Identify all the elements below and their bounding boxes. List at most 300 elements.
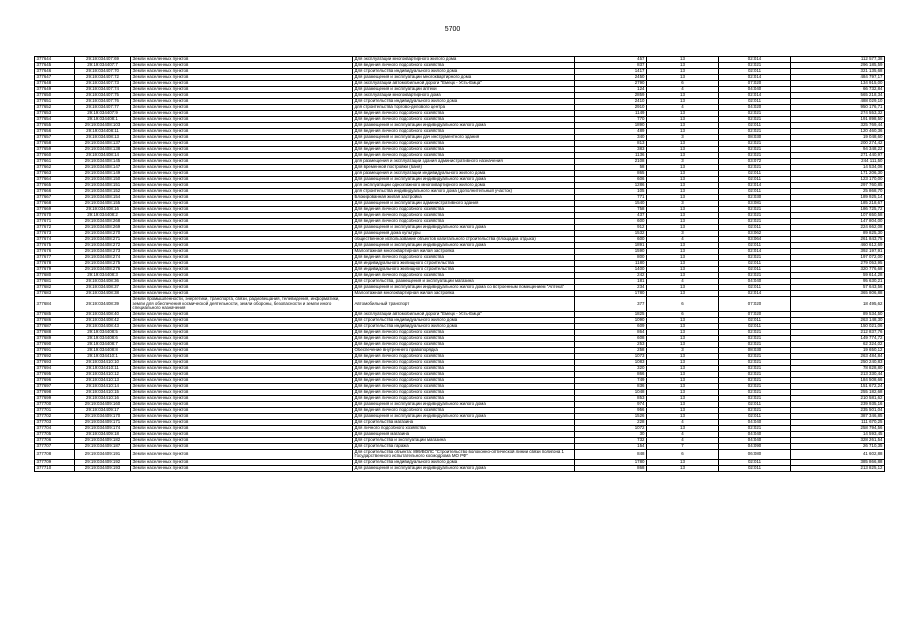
land-category-cell: Земли населенных пунктов — [131, 437, 353, 443]
row-number-cell: 377684 — [35, 297, 75, 312]
permitted-use-cell: Для размещения и эксплуатации административного здания — [353, 201, 575, 207]
use-code-cell: 02:021 — [719, 219, 791, 225]
permitted-use-cell: Для ведения личного подсобного хозяйства — [353, 371, 575, 377]
permitted-use-cell: Для ведения личного подсобного хозяйства — [353, 383, 575, 389]
area-cell: 1400 — [575, 267, 647, 273]
cadastral-value-cell: 296 185,59 — [791, 63, 885, 69]
use-code-cell: 02:014 — [719, 57, 791, 63]
row-number-cell: 377674 — [35, 237, 75, 243]
cadastral-value-cell: 950 176,71 — [791, 105, 885, 111]
row-number-cell: 377662 — [35, 165, 75, 171]
area-cell: 600 — [575, 237, 647, 243]
land-category-cell: Земли населенных пунктов — [131, 389, 353, 395]
cadastral-value-cell: 14 593,45 — [791, 431, 885, 437]
use-code-cell: 02:021 — [719, 153, 791, 159]
use-code-cell: 02:011 — [719, 261, 791, 267]
row-number-cell: 377649 — [35, 87, 75, 93]
use-code-cell: 02:011 — [719, 171, 791, 177]
group-code-cell: 13 — [647, 267, 719, 273]
land-category-cell: Земли населенных пунктов — [131, 93, 353, 99]
row-number-cell: 377709 — [35, 459, 75, 465]
land-category-cell: Земли населенных пунктов — [131, 255, 353, 261]
land-category-cell: Земли населенных пунктов — [131, 329, 353, 335]
row-number-cell: 377646 — [35, 69, 75, 75]
permitted-use-cell: Для размещения дома культуры — [353, 231, 575, 237]
cadastral-number-cell: 29:19:034408:137 — [75, 141, 131, 147]
area-cell: 253 — [575, 341, 647, 347]
cadastral-value-cell: 191 898,50 — [791, 117, 885, 123]
group-code-cell: 13 — [647, 359, 719, 365]
cadastral-number-cell: 29:19:034410:11 — [75, 365, 131, 371]
cadastral-value-cell: 186 725,72 — [791, 207, 885, 213]
group-code-cell: 13 — [647, 249, 719, 255]
area-cell: 606 — [575, 177, 647, 183]
area-cell: 489 — [575, 129, 647, 135]
permitted-use-cell: Для индивидуального жилищного строительства — [353, 267, 575, 273]
use-code-cell: 02:014 — [719, 249, 791, 255]
row-number-cell: 377664 — [35, 177, 75, 183]
row-number-cell: 377688 — [35, 329, 75, 335]
permitted-use-cell: для эксплуатации одноэтажного многоквартирного жилого дома — [353, 183, 575, 189]
use-code-cell: 02:021 — [719, 353, 791, 359]
permitted-use-cell: Для размещения и эксплуатации многоквартирного дома — [353, 75, 575, 81]
use-code-cell: 02:021 — [719, 129, 791, 135]
row-number-cell: 377704 — [35, 425, 75, 431]
cadastral-value-cell: 365 806,88 — [791, 291, 885, 297]
use-code-cell: 02:014 — [719, 183, 791, 189]
area-cell: 154 — [575, 443, 647, 449]
permitted-use-cell: Для ведения личного подсобного хозяйства — [353, 365, 575, 371]
cadastral-number-cell: 29:19:034408:138 — [75, 147, 131, 153]
table-row — [35, 243, 885, 249]
cadastral-number-cell: 29:19:034408:1 — [75, 117, 131, 123]
group-code-cell: 13 — [647, 389, 719, 395]
group-code-cell: 3 — [647, 135, 719, 141]
cadastral-value-cell: 258 794,56 — [791, 425, 885, 431]
row-number-cell: 377679 — [35, 267, 75, 273]
cadastral-number-cell: 29:19:034408:154 — [75, 195, 131, 201]
cadastral-value-cell: 59 614,28 — [791, 273, 885, 279]
cadastral-value-cell: 94 348,22 — [791, 147, 885, 153]
land-category-cell: Земли населенных пунктов — [131, 111, 353, 117]
row-number-cell: 377659 — [35, 147, 75, 153]
use-code-cell: 02:021 — [719, 141, 791, 147]
group-code-cell: 13 — [647, 353, 719, 359]
use-code-cell: 02:021 — [719, 213, 791, 219]
cadastral-number-cell: 29:19:034408:268 — [75, 219, 131, 225]
area-cell: 868 — [575, 465, 647, 471]
land-category-cell: Земли населенных пунктов — [131, 225, 353, 231]
cadastral-value-cell: 150 021,06 — [791, 323, 885, 329]
group-code-cell: 4 — [647, 237, 719, 243]
permitted-use-cell: Малоэтажная многоквартирная жилая застройка — [353, 291, 575, 297]
group-code-cell: 13 — [647, 465, 719, 471]
group-code-cell: 13 — [647, 261, 719, 267]
group-code-cell: 13 — [647, 117, 719, 123]
land-category-cell: Земли населенных пунктов — [131, 195, 353, 201]
table-row — [35, 171, 885, 177]
land-category-cell: Земли населенных пунктов — [131, 213, 353, 219]
permitted-use-cell: Для ведения личного подсобного хозяйства — [353, 147, 575, 153]
table-row — [35, 279, 885, 285]
cadastral-number-cell: 29:19:034410:14 — [75, 383, 131, 389]
group-code-cell: 3 — [647, 201, 719, 207]
permitted-use-cell: Для ведения личного подсобного хозяйства — [353, 377, 575, 383]
permitted-use-cell: Для строительства магазина — [353, 419, 575, 425]
area-cell: 320 — [575, 365, 647, 371]
cadastral-number-cell: 29:19:034408:42 — [75, 317, 131, 323]
cadastral-value-cell: 320 776,68 — [791, 267, 885, 273]
cadastral-number-cell: 29:19:034409:191 — [75, 449, 131, 459]
cadastral-number-cell: 29:19:034408:147 — [75, 165, 131, 171]
area-cell: 1149 — [575, 111, 647, 117]
use-code-cell: 02:030 — [719, 195, 791, 201]
group-code-cell: 7 — [647, 443, 719, 449]
area-cell: 2790 — [575, 81, 647, 87]
land-category-cell: Земли населенных пунктов — [131, 335, 353, 341]
permitted-use-cell: для размещения и эксплуатации здания административного назначения — [353, 159, 575, 165]
area-cell: 609 — [575, 323, 647, 329]
cadastral-value-cell: 25 868,70 — [791, 189, 885, 195]
cadastral-value-cell: 197 072,00 — [791, 255, 885, 261]
permitted-use-cell: Для размещения и эксплуатации аптеки — [353, 87, 575, 93]
row-number-cell: 377689 — [35, 335, 75, 341]
cadastral-number-cell: 29:19:034408:5 — [75, 329, 131, 335]
use-code-cell: 02:014 — [719, 75, 791, 81]
area-cell: 437 — [575, 213, 647, 219]
page-number: 5700 — [444, 26, 461, 33]
row-number-cell: 377647 — [35, 75, 75, 81]
land-category-cell: Земли населенных пунктов — [131, 135, 353, 141]
cadastral-number-cell: 29:19:034408:150 — [75, 177, 131, 183]
land-category-cell: Земли населенных пунктов — [131, 431, 353, 437]
group-code-cell: 6 — [647, 81, 719, 87]
land-category-cell: Земли населенных пунктов — [131, 395, 353, 401]
table-body — [35, 57, 885, 472]
cadastral-number-cell: 29:19:034407:72 — [75, 75, 131, 81]
permitted-use-cell: Для размещения и эксплуатации индивидуального жилого дома — [353, 177, 575, 183]
area-cell: 1286 — [575, 183, 647, 189]
area-cell: 608 — [575, 335, 647, 341]
use-code-cell: 06:080 — [719, 449, 791, 459]
table-row — [35, 297, 885, 312]
land-category-cell: Земли населенных пунктов — [131, 401, 353, 407]
use-code-cell: 02:021 — [719, 425, 791, 431]
cadastral-value-cell: 274 553,32 — [791, 111, 885, 117]
land-category-cell: Земли населенных пунктов — [131, 153, 353, 159]
land-category-cell: Земли населенных пунктов — [131, 177, 353, 183]
group-code-cell: 6 — [647, 297, 719, 312]
row-number-cell: 377675 — [35, 243, 75, 249]
area-cell: 1825 — [575, 311, 647, 317]
table-row — [35, 237, 885, 243]
cadastral-value-cell: 244 111,50 — [791, 159, 885, 165]
use-code-cell: 02:021 — [719, 207, 791, 213]
cadastral-number-cell: 29:19:034408:151 — [75, 183, 131, 189]
land-category-cell: Земли населенных пунктов — [131, 207, 353, 213]
cadastral-value-cell: 321 135,68 — [791, 69, 885, 75]
use-code-cell: 02:021 — [719, 395, 791, 401]
group-code-cell: 3 — [647, 159, 719, 165]
use-code-cell: 02:021 — [719, 377, 791, 383]
cadastral-number-cell: 29:19:034408:3 — [75, 273, 131, 279]
permitted-use-cell: Для строительства объекта: 899/ВОЛС "Строительство волоконно-оптической линии связи полигона 1 Государственного испытательного космодрома МО РФ" — [353, 449, 575, 459]
row-number-cell: 377700 — [35, 401, 75, 407]
land-category-cell: Земли населенных пунктов — [131, 267, 353, 273]
cadastral-number-cell: 29:19:034408:8 — [75, 347, 131, 353]
use-code-cell: 03:062 — [719, 231, 791, 237]
row-number-cell: 377661 — [35, 159, 75, 165]
permitted-use-cell: Для ведения личного подсобного хозяйства — [353, 389, 575, 395]
land-category-cell: Земли населенных пунктов — [131, 81, 353, 87]
row-number-cell: 377708 — [35, 449, 75, 459]
land-category-cell: Земли населенных пунктов — [131, 449, 353, 459]
area-cell: 105 — [575, 189, 647, 195]
group-code-cell: 4 — [647, 437, 719, 443]
cadastral-value-cell: 112 577,38 — [791, 57, 885, 63]
table-row — [35, 75, 885, 81]
cadastral-number-cell: 29:19:034408:269 — [75, 225, 131, 231]
group-code-cell: 13 — [647, 63, 719, 69]
cadastral-number-cell: 29:19:034409:187 — [75, 443, 131, 449]
cadastral-number-cell: 29:19:034408:271 — [75, 237, 131, 243]
land-category-cell: Земли населенных пунктов — [131, 413, 353, 419]
cadastral-value-cell: 210 581,62 — [791, 395, 885, 401]
group-code-cell: 13 — [647, 285, 719, 291]
area-cell: 242 — [575, 273, 647, 279]
cadastral-number-cell: 29:19:034408:270 — [75, 231, 131, 237]
row-number-cell: 377710 — [35, 465, 75, 471]
cadastral-number-cell: 29:19:034407:69 — [75, 57, 131, 63]
land-category-cell: Земли населенных пунктов — [131, 237, 353, 243]
group-code-cell: 13 — [647, 129, 719, 135]
permitted-use-cell: Для ведения личного подсобного хозяйства — [353, 353, 575, 359]
cadastral-number-cell: 29:19:034407:75 — [75, 93, 131, 99]
cadastral-value-cell: 41 602,88 — [791, 449, 885, 459]
area-cell: 1890 — [575, 123, 647, 129]
use-code-cell: 02:014 — [719, 291, 791, 297]
group-code-cell: 13 — [647, 189, 719, 195]
land-category-cell: Земли населенных пунктов — [131, 69, 353, 75]
use-code-cell: 02:011 — [719, 285, 791, 291]
cadastral-number-cell: 29:19:034409:193 — [75, 465, 131, 471]
group-code-cell: 4 — [647, 431, 719, 437]
permitted-use-cell: Для ведения личного подсобного хозяйства — [353, 129, 575, 135]
use-code-cell: 02:021 — [719, 329, 791, 335]
cadastral-number-cell: 29:19:034407:70 — [75, 69, 131, 75]
row-number-cell: 377705 — [35, 431, 75, 437]
land-category-cell: Земли населенных пунктов — [131, 371, 353, 377]
table-row — [35, 123, 885, 129]
cadastral-value-cell: 297 760,85 — [791, 183, 885, 189]
land-category-cell: Земли населенных пунктов — [131, 87, 353, 93]
group-code-cell: 3 — [647, 231, 719, 237]
use-code-cell: 02:021 — [719, 371, 791, 377]
cadastral-value-cell: 392 197,91 — [791, 249, 885, 255]
land-category-cell: Земли населенных пунктов — [131, 171, 353, 177]
table-row — [35, 413, 885, 419]
area-cell: 2859 — [575, 93, 647, 99]
use-code-cell: 02:011 — [719, 323, 791, 329]
cadastral-number-cell: 29:19:034408:37 — [75, 285, 131, 291]
land-category-cell: Земли населенных пунктов — [131, 57, 353, 63]
group-code-cell: 13 — [647, 153, 719, 159]
permitted-use-cell: Для строительства индивидуального жилого дома — [353, 459, 575, 465]
cadastral-value-cell: 189 925,14 — [791, 195, 885, 201]
use-code-cell: 02:021 — [719, 147, 791, 153]
cadastral-number-cell: 29:19:034410:16 — [75, 395, 131, 401]
area-cell: 2910 — [575, 105, 647, 111]
cadastral-value-cell: 14 534,06 — [791, 165, 885, 171]
land-category-cell: Земли населенных пунктов — [131, 465, 353, 471]
group-code-cell: 13 — [647, 177, 719, 183]
land-category-cell: Земли населенных пунктов — [131, 231, 353, 237]
area-cell: 2108 — [575, 159, 647, 165]
group-code-cell: 13 — [647, 99, 719, 105]
permitted-use-cell: Для эксплуатации многоквартирного жилого дома — [353, 57, 575, 63]
use-code-cell: 02:011 — [719, 123, 791, 129]
row-number-cell: 377666 — [35, 189, 75, 195]
permitted-use-cell: Для размещения и эксплуатации индивидуального жилого дома — [353, 413, 575, 419]
table-row — [35, 449, 885, 459]
cadastral-value-cell: 107 650,58 — [791, 213, 885, 219]
cadastral-number-cell: 29:19:034408:275 — [75, 261, 131, 267]
row-number-cell: 377657 — [35, 135, 75, 141]
group-code-cell: 13 — [647, 147, 719, 153]
permitted-use-cell: Для размещения и эксплуатации индивидуального жилого дома — [353, 465, 575, 471]
cadastral-number-cell: 29:19:034408:11 — [75, 129, 131, 135]
row-number-cell: 377680 — [35, 273, 75, 279]
use-code-cell: 02:011 — [719, 189, 791, 195]
permitted-use-cell: Блокированная жилая застройка — [353, 195, 575, 201]
area-cell: 58 — [575, 165, 647, 171]
cadastral-value-cell: 488 029,10 — [791, 99, 885, 105]
permitted-use-cell: Для ведения личного подсобного хозяйства — [353, 341, 575, 347]
permitted-use-cell: Для эксплуатации автомобильной дороги "Емецк - Усть-Емца" — [353, 81, 575, 87]
cadastral-value-cell: 263 484,84 — [791, 353, 885, 359]
row-number-cell: 377658 — [35, 141, 75, 147]
row-number-cell: 377703 — [35, 419, 75, 425]
row-number-cell: 377690 — [35, 341, 75, 347]
group-code-cell: 13 — [647, 273, 719, 279]
permitted-use-cell: Для ведения личного подсобного хозяйства — [353, 273, 575, 279]
group-code-cell: 13 — [647, 401, 719, 407]
row-number-cell: 377697 — [35, 383, 75, 389]
use-code-cell: 02:021 — [719, 407, 791, 413]
cadastral-value-cell: 26 710,35 — [791, 443, 885, 449]
row-number-cell: 377693 — [35, 359, 75, 365]
land-category-cell: Земли населенных пунктов — [131, 105, 353, 111]
area-cell: 377 — [575, 297, 647, 312]
row-number-cell: 377685 — [35, 311, 75, 317]
group-code-cell: 13 — [647, 225, 719, 231]
row-number-cell: 377663 — [35, 171, 75, 177]
group-code-cell: 13 — [647, 335, 719, 341]
cadastral-number-cell: 29:19:034409:192 — [75, 459, 131, 465]
cadastral-value-cell: 184 508,66 — [791, 377, 885, 383]
row-number-cell: 377667 — [35, 195, 75, 201]
cadastral-number-cell: 29:19:034408:152 — [75, 189, 131, 195]
land-category-cell: Земли населенных пунктов — [131, 347, 353, 353]
cadastral-value-cell: 239 935,16 — [791, 401, 885, 407]
cadastral-number-cell: 29:19:034408:14 — [75, 153, 131, 159]
group-code-cell: 13 — [647, 183, 719, 189]
cadastral-value-cell: 385 866,88 — [791, 459, 885, 465]
cadastral-value-cell: 263 148,30 — [791, 317, 885, 323]
cadastral-number-cell: 29:19:034408:272 — [75, 243, 131, 249]
row-number-cell: 377660 — [35, 153, 75, 159]
land-category-cell: Земли промышленности, энергетики, транспорта, связи, радиовещания, телевидения, информатики, земли для обеспечения космической деятельности, земли обороны, безопасности и земли иного специального назначения — [131, 297, 353, 312]
row-number-cell: 377676 — [35, 249, 75, 255]
row-number-cell: 377644 — [35, 57, 75, 63]
use-code-cell: 02:011 — [719, 243, 791, 249]
cadastral-value-cell: 261 843,75 — [791, 237, 885, 243]
use-code-cell: 07:020 — [719, 311, 791, 317]
cadastral-value-cell: 484 797,17 — [791, 75, 885, 81]
use-code-cell: 02:021 — [719, 63, 791, 69]
area-cell: 600 — [575, 219, 647, 225]
cadastral-number-cell: 29:19:034409:171 — [75, 419, 131, 425]
permitted-use-cell: Для строительства индивидуального жилого дома — [353, 323, 575, 329]
area-cell: 234 — [575, 285, 647, 291]
cadastral-value-cell: 224 662,08 — [791, 225, 885, 231]
table-row — [35, 135, 885, 141]
use-code-cell: 02:021 — [719, 255, 791, 261]
cadastral-value-cell: 111 670,25 — [791, 419, 885, 425]
permitted-use-cell: общественное использование объектов капитального строительства (площадка отдыха) — [353, 237, 575, 243]
area-cell: 853 — [575, 395, 647, 401]
cadastral-value-cell: 18 495,62 — [791, 297, 885, 312]
land-category-cell: Земли населенных пунктов — [131, 377, 353, 383]
row-number-cell: 377665 — [35, 183, 75, 189]
land-category-cell: Земли населенных пунктов — [131, 407, 353, 413]
area-cell: 124 — [575, 87, 647, 93]
cadastral-number-cell: 29:19:034408:7 — [75, 341, 131, 347]
group-code-cell: 13 — [647, 365, 719, 371]
group-code-cell: 13 — [647, 407, 719, 413]
area-cell: 457 — [575, 57, 647, 63]
group-code-cell: 13 — [647, 323, 719, 329]
area-cell: 258 — [575, 347, 647, 353]
permitted-use-cell: Для размещения и эксплуатации индивидуального жилого дома — [353, 243, 575, 249]
cadastral-number-cell: 29:19:034408:13 — [75, 135, 131, 141]
cadastral-number-cell: 29:19:034408:43 — [75, 323, 131, 329]
cadastral-number-cell: 29:19:034408:16 — [75, 207, 131, 213]
row-number-cell: 377683 — [35, 291, 75, 297]
group-code-cell: 4 — [647, 419, 719, 425]
area-cell: 732 — [575, 437, 647, 443]
land-category-cell: Земли населенных пунктов — [131, 273, 353, 279]
cadastral-number-cell: 29:19:034409:174 — [75, 425, 131, 431]
group-code-cell: 4 — [647, 87, 719, 93]
row-number-cell: 377701 — [35, 407, 75, 413]
row-number-cell: 377656 — [35, 129, 75, 135]
row-number-cell: 377668 — [35, 201, 75, 207]
use-code-cell: 02:014 — [719, 93, 791, 99]
cadastral-number-cell: 29:19:034408:273 — [75, 249, 131, 255]
group-code-cell: 13 — [647, 207, 719, 213]
cadastral-number-cell: 29:19:034408:39 — [75, 297, 131, 312]
land-category-cell: Земли населенных пунктов — [131, 317, 353, 323]
row-number-cell: 377681 — [35, 279, 75, 285]
use-code-cell: 03:072 — [719, 159, 791, 165]
cadastral-value-cell: 149 774,72 — [791, 335, 885, 341]
area-cell: 837 — [575, 63, 647, 69]
table-row — [35, 159, 885, 165]
cadastral-value-cell: 325 769,44 — [791, 123, 885, 129]
cadastral-number-cell: 29:19:034407:73 — [75, 81, 131, 87]
permitted-use-cell: Для ведения личного подсобного хозяйства — [353, 153, 575, 159]
